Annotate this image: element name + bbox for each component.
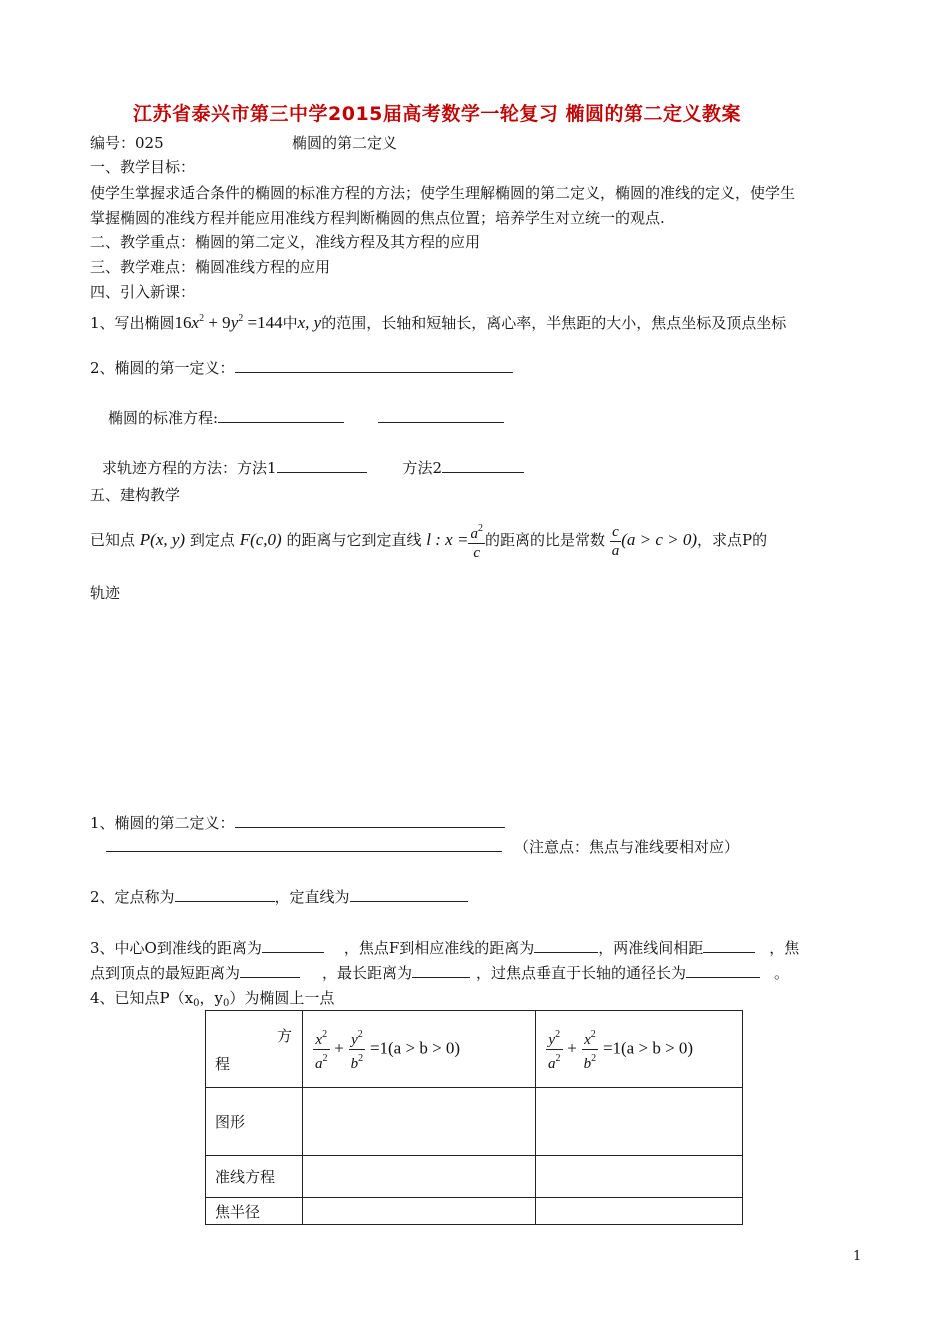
ratio-fraction: $\frac{c}{a}$ [611,523,620,559]
page-number: 1 [853,1249,862,1264]
blank-max-distance[interactable] [412,963,470,978]
blank-directrix-gap[interactable] [703,938,755,953]
construct-problem: 已知点 P(x, y) 到定点 F(c,0) 的距离与它到定直线 l : x = $\frac{a^2}{c}$ 的距离的比是常数 $\frac{c}{a}$ (a > c > 0)，求点P的 [90,520,767,562]
row-label-graph: 图形 [206,1088,303,1156]
page-title: 江苏省泰兴市第三中学2015届高考数学一轮复习 椭圆的第二定义教案 [133,103,741,125]
cell-graph-vertical[interactable] [536,1088,743,1156]
lesson-topic: 椭圆的第二定义 [292,134,398,152]
blank-min-distance[interactable] [240,963,300,978]
cell-graph-horizontal[interactable] [303,1088,536,1156]
blank-center-directrix[interactable] [262,938,324,953]
cell-focal-radius-horizontal[interactable] [303,1198,536,1225]
blank-focus-directrix[interactable] [534,938,598,953]
blank-second-definition-2[interactable] [106,837,502,852]
trajectory-methods-line: 求轨迹方程的方法：方法1 方法2 [102,458,524,478]
ratio-condition: (a > c > 0) [621,530,698,549]
q1-prefix: 1、写出椭圆 [90,314,175,332]
equation-vertical: $\frac{y^2}{a^2}$ + $\frac{x^2}{b^2}$ =1(a > b > 0) [536,1011,743,1088]
blank-first-definition[interactable] [235,358,513,373]
directrix-fraction: $\frac{a^2}{c}$ [468,520,485,562]
intro-heading: 四、引入新课： [90,283,196,301]
standard-equation-line: 椭圆的标准方程: [108,408,504,428]
blank-std-eq-1[interactable] [218,408,344,423]
key-point: 二、教学重点：椭圆的第二定义，准线方程及其方程的应用 [90,233,481,251]
intro-question-1 [90,309,786,333]
cell-focal-radius-vertical[interactable] [536,1198,743,1225]
q1-mid: 中 [282,314,298,332]
blank-fixed-point[interactable] [175,887,275,902]
construct-heading: 五、建构教学 [90,486,181,504]
ellipse-property-table [205,1010,743,1225]
equation-horizontal: $\frac{x^2}{a^2}$ + $\frac{y^2}{b^2}$ =1(a > b > 0) [303,1011,536,1088]
q1-suffix: 的范围，长轴和短轴长，离心率，半焦距的大小，焦点坐标及顶点坐标 [321,314,787,332]
objectives-line-1: 使学生掌握求适合条件的椭圆的标准方程的方法；使学生理解椭圆的第二定义，椭圆的准线的定义，使学生 [90,184,796,202]
blank-second-definition[interactable] [235,813,505,828]
item-2: 2、定点称为 ，定直线为 [90,887,468,907]
blank-method-1[interactable] [277,458,367,473]
row-label-focal-radius: 焦半径 [206,1198,303,1225]
item-3-line-2: 点到顶点的最短距离为 ，最长距离为 ，过焦点垂直于长轴的通径长为 。 [90,964,790,982]
difficulty: 三、教学难点：椭圆准线方程的应用 [90,258,331,276]
point-F: F(c,0) [239,530,282,549]
lesson-code: 编号：025 [90,134,164,152]
blank-std-eq-2[interactable] [378,408,504,423]
second-definition-line: 1、椭圆的第二定义： [90,813,505,833]
point-P: P(x, y) [139,530,186,549]
item-4: 4、已知点$P(x_0$，$y_0$）为椭圆上一点 [90,989,335,1009]
q1-equation: $16x^2 + 9y^2 =144$ [174,313,283,332]
line-l: l : x = [426,530,469,549]
second-definition-line-2 [106,837,739,857]
cell-directrix-horizontal[interactable] [303,1156,536,1198]
intro-question-2: 2、椭圆的第一定义： [90,358,513,378]
blank-fixed-line[interactable] [350,887,468,902]
objectives-line-2: 掌握椭圆的准线方程并能应用准线方程判断椭圆的焦点位置；培养学生对立统一的观点. [90,209,665,227]
construct-trajectory: 轨迹 [90,584,121,602]
q1-vars: x, y [297,313,322,332]
table-header-label: 方 程 [206,1011,303,1088]
blank-method-2[interactable] [442,458,524,473]
item-3-line-1: 3、中心O到准线的距离为 ，焦点F到相应准线的距离为 ，两准线间相距 ，焦 [90,939,800,957]
cell-directrix-vertical[interactable] [536,1156,743,1198]
blank-latus-rectum[interactable] [686,963,760,978]
row-label-directrix: 准线方程 [206,1156,303,1198]
note: （注意点：焦点与准线要相对应） [514,838,740,856]
objectives-heading: 一、教学目标： [90,158,196,176]
